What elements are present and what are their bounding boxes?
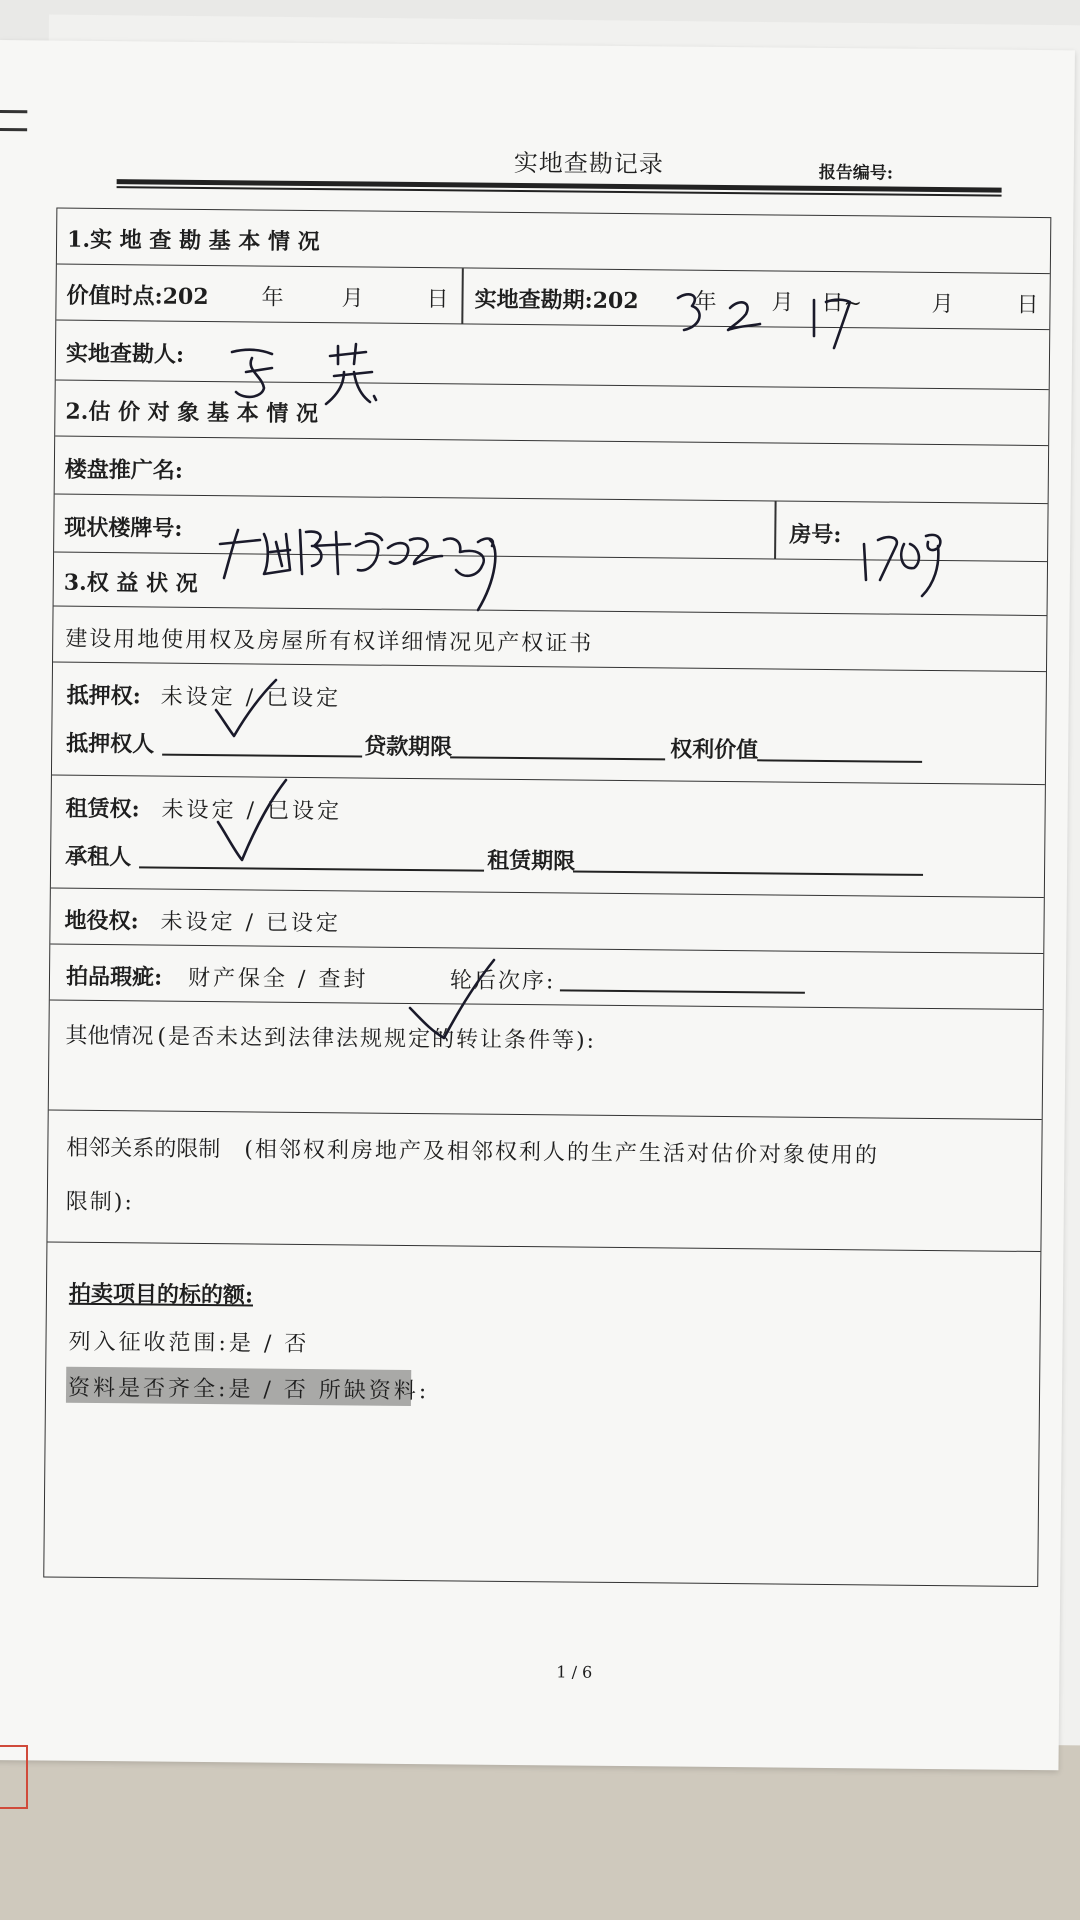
easement-label: 地役权: [64, 907, 139, 935]
column-divider [774, 501, 776, 558]
lease-options: 未设定 / 已设定 [161, 797, 343, 825]
neighbor-note: (相邻权利房地产及相邻权利人的生产生活对估价对象使用的 [244, 1137, 880, 1169]
lease-term-blank [573, 871, 923, 876]
mortgagee-blank [162, 754, 362, 757]
document-title: 实地查勘记录 [513, 148, 664, 179]
report-number-label: 报告编号: [818, 162, 894, 184]
mortgagee-label: 抵押权人 [66, 730, 155, 758]
surveyor-label: 实地查勘人: [65, 340, 185, 368]
easement-row [50, 889, 1043, 955]
auction-amount-label: 拍卖项目的标的额: [68, 1280, 254, 1309]
building-row [54, 495, 1048, 563]
surveyor-row [56, 321, 1050, 391]
survey-form [43, 208, 1051, 1587]
neighbor-row [47, 1111, 1041, 1253]
section-1-row [57, 209, 1050, 275]
other-label: 其他情况 [65, 1023, 154, 1050]
survey-date-day: 日~ [821, 290, 863, 317]
value-date-label: 价值时点:202 [66, 282, 209, 311]
docs-complete-status: 资料是否齐全:是 / 否 所缺资料: [67, 1375, 430, 1405]
column-divider [461, 268, 463, 323]
easement-options: 未设定 / 已设定 [160, 909, 342, 937]
section-1-heading: 1.实 地 查 勘 基 本 情 况 [66, 226, 320, 256]
loan-term-blank [450, 756, 665, 760]
defect-options: 财产保全 / 查封 [187, 965, 369, 993]
section-2-heading: 2.估 价 对 象 基 本 情 况 [65, 398, 319, 428]
value-date-year: 年 [261, 285, 284, 311]
lessee-label: 承租人 [65, 843, 132, 871]
red-stamp-edge [0, 1745, 28, 1809]
punch-mark [0, 110, 27, 113]
building-number-label: 现状楼牌号: [64, 514, 183, 542]
other-row [49, 1001, 1043, 1121]
section-3-row [54, 553, 1047, 617]
lease-term-label: 租赁期限 [487, 847, 576, 875]
survey-end-month: 月 [931, 291, 954, 318]
neighbor-note-2: 限制): [65, 1189, 134, 1216]
order-label: 轮后次序: [449, 968, 556, 995]
mortgage-options: 未设定 / 已设定 [160, 684, 342, 712]
value-date-month: 月 [341, 286, 364, 312]
other-note: (是否未达到法律法规规定的转让条件等): [157, 1024, 597, 1054]
right-value-blank [757, 759, 922, 762]
dates-row [56, 265, 1049, 331]
loan-term-label: 贷款期限 [364, 733, 453, 761]
survey-date-month: 月 [771, 290, 794, 316]
punch-mark [0, 128, 27, 131]
order-blank [560, 989, 805, 993]
document-page [0, 40, 1075, 1770]
project-name-label: 楼盘推广名: [64, 456, 184, 484]
page-number: 1 / 6 [556, 1662, 593, 1682]
lease-label: 租赁权: [65, 795, 140, 823]
section-3-heading: 3.权 益 状 况 [63, 569, 198, 597]
survey-date-label: 实地查勘期:202 [474, 286, 639, 315]
survey-date-year: 年 [694, 289, 717, 315]
lease-row [51, 776, 1045, 899]
property-note: 建设用地使用权及房屋所有权详细情况见产权证书 [65, 626, 594, 657]
lessee-blank [139, 866, 484, 871]
property-note-row [53, 607, 1046, 673]
defect-label: 拍品瑕疵: [65, 963, 163, 991]
mortgage-row [52, 663, 1046, 786]
expropriation-status: 列入征收范围:是 / 否 [68, 1329, 310, 1358]
value-date-day: 日 [426, 287, 449, 313]
mortgage-label: 抵押权: [66, 682, 141, 710]
survey-end-day: 日 [1016, 292, 1039, 318]
room-number-label: 房号: [789, 521, 842, 549]
neighbor-label: 相邻关系的限制 [66, 1135, 221, 1163]
right-value-label: 权利价值 [670, 736, 759, 764]
section-2-row [55, 381, 1048, 447]
project-name-row [55, 437, 1049, 505]
defect-row [50, 945, 1043, 1011]
auction-row [44, 1243, 1040, 1587]
